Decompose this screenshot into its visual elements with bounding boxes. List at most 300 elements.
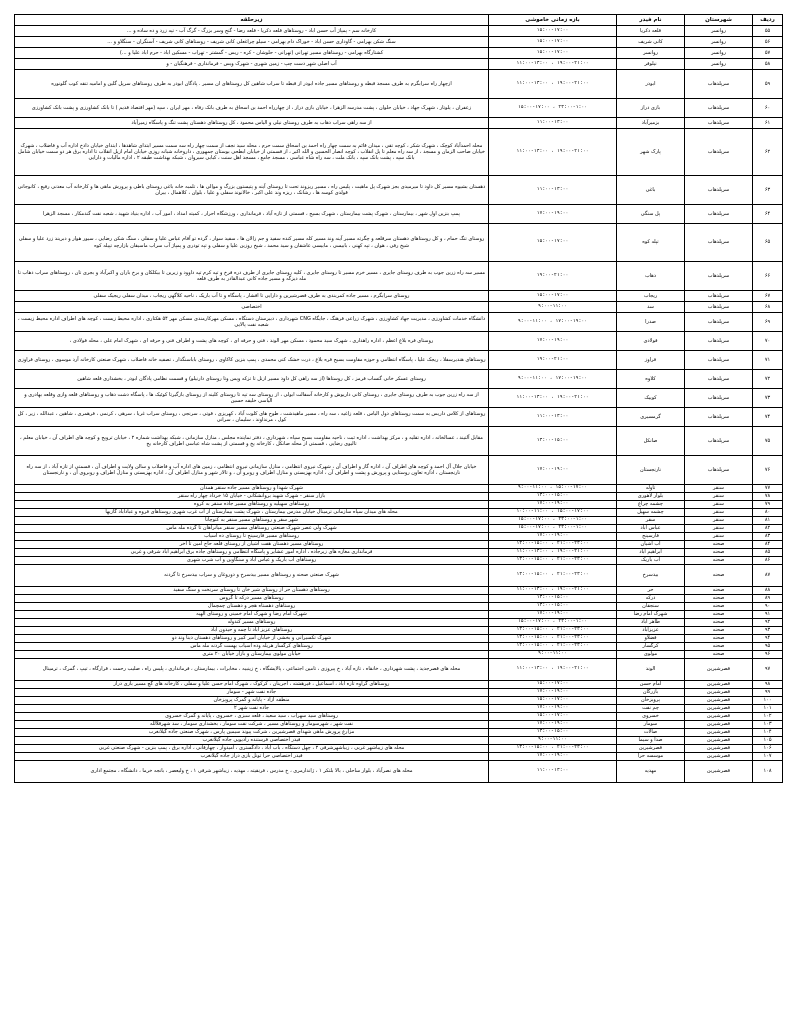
time-range-cell: ۱۷:۰۰-۱۹:۰۰ xyxy=(489,533,617,541)
row-number-cell: ۵۶ xyxy=(753,37,783,48)
feeder-name-cell: مولوی xyxy=(617,651,685,659)
row-number-cell: ۷۲ xyxy=(753,370,783,389)
city-cell: سرپلذهاب xyxy=(685,118,753,129)
sub-area-cell: اختصاصی xyxy=(15,302,489,313)
city-cell: قصرشیرین xyxy=(685,737,753,745)
feeder-name-cell: آب باریک xyxy=(617,557,685,565)
city-cell: قصرشیرین xyxy=(685,713,753,721)
sub-area-cell: شهرک تکسیرانی و بخشی از خیابان امیر کبیر و روستاهای دهستان دینا وند دو xyxy=(15,635,489,643)
table-row xyxy=(15,643,783,651)
row-number-cell: ۸۹ xyxy=(753,595,783,603)
city-cell: سرپلذهاب xyxy=(685,205,753,224)
table-row xyxy=(15,48,783,59)
table-row xyxy=(15,456,783,485)
sub-area-cell: منطقه آزاد - پایانه و گمرک پرویزخان xyxy=(15,697,489,705)
sub-area-cell: روستاهای دهستان حر از روستای شیر خان تا روستای سرنخت و سنگ سفید xyxy=(15,587,489,595)
row-number-cell: ۹۱ xyxy=(753,611,783,619)
feeder-name-cell: روانسر xyxy=(617,48,685,59)
table-row xyxy=(15,565,783,587)
row-number-cell: ۱۰۷ xyxy=(753,753,783,761)
city-cell: صحنه xyxy=(685,603,753,611)
feeder-name-cell: صدرا xyxy=(617,313,685,332)
row-number-cell: ۷۰ xyxy=(753,332,783,351)
time-range-cell: ۱۳:۰۰-۱۵:۰۰ ، ۲۱:۰۰-۲۳:۰۰ xyxy=(489,565,617,587)
feeder-name-cell: چم نفت xyxy=(617,705,685,713)
feeder-name-cell: بزمیرآباد xyxy=(617,118,685,129)
city-cell: صحنه xyxy=(685,651,753,659)
time-range-cell: ۱۳:۰۰-۱۵:۰۰ xyxy=(489,427,617,456)
time-range-cell: ۱۵:۰۰-۱۷:۰۰ ، ۲۳:۰۰-۱:۰۰ xyxy=(489,525,617,533)
time-range-cell: ۹:۰۰-۱۱:۰۰ xyxy=(489,737,617,745)
sub-area-cell: روستاهای گراوه تازه آباد ، اسماعیل ، فیرهشته ، اجرینان ، کرکوک ، شهرک امام حسن علیا و سفلی ، کارخانه های گچ مسیر بازی دراز xyxy=(15,681,489,689)
row-number-cell: ۱۰۳ xyxy=(753,721,783,729)
sub-area-cell: پمپ بنزین اول شهر ، بیمارستان ، شهرک پشت بیمارستان ، شهرک بسیج ، قسمتی از تازه آباد ، فرمانداری ، ورزشگاه احرار ، کمیته امداد ، امور آب ، اداره بنیاد شهید ، شعبه نفت گندمکار ، مسجد الزهرا xyxy=(15,205,489,224)
time-range-cell: ۱۱:۰۰-۱۳:۰۰ xyxy=(489,408,617,427)
table-row xyxy=(15,509,783,517)
feeder-name-cell: نارنجستان xyxy=(617,456,685,485)
row-number-cell: ۷۱ xyxy=(753,351,783,370)
row-number-cell: ۹۳ xyxy=(753,627,783,635)
time-range-cell: ۱۳:۰۰-۱۵:۰۰ ، ۲۱:۰۰-۲۳:۰۰ xyxy=(489,643,617,651)
sub-area-cell: روستاهای آب باریک و عباس اباد و سنگاوین و آب شرب شهری xyxy=(15,557,489,565)
row-number-cell: ۷۸ xyxy=(753,493,783,501)
row-number-cell: ۱۰۰ xyxy=(753,697,783,705)
city-cell: قصرشیرین xyxy=(685,729,753,737)
sub-area-cell: روستاهای سید سهراب ، سید سعید ، قلعه سبزی ، خسروی ، پایانه و گمرک خسروی xyxy=(15,713,489,721)
city-cell: سرپلذهاب xyxy=(685,262,753,291)
feeder-name-cell: پرویزخان xyxy=(617,697,685,705)
sub-area-cell: روستاهای از کلاس داریس به سمت روستاهای دول الیاس ، قلعه زاغیه ، سه راه ، مسیر ماهیدشت ، طوح های کلوت آباد ، کهریزی ، قوتی ، سرنجی ، روستای سراب غربا ، سرهی ، کرنمی ، فرهمری ، شاهین ، عبدالله ، زیر ، کل کول ، مرنداوند ، سلیمان ، سرانی xyxy=(15,408,489,427)
city-cell: سرپلذهاب xyxy=(685,408,753,427)
table-row xyxy=(15,291,783,302)
city-cell: قصرشیرین xyxy=(685,761,753,783)
table-row xyxy=(15,627,783,635)
city-cell: صحنه xyxy=(685,541,753,549)
time-range-cell: ۱۷:۰۰-۱۹:۰۰ xyxy=(489,456,617,485)
sub-area-cell: شهر سقر و روستاهای مسیر سنقر به کنوچانا xyxy=(15,517,489,525)
row-number-cell: ۸۶ xyxy=(753,557,783,565)
sub-area-cell: محله های نصرآباد ، بلوار ساحلی ، بالا بلتکر ۱ ، ژاندارمری ، خ مدرس ، فرنقیته ، مهدیه ، زیباشهر شرقی ۱ ، خ ولیعصر ، بانجه خرما ، دانشگاه ، مجتمع اداری xyxy=(15,761,489,783)
feeder-name-cell: صانکل xyxy=(617,427,685,456)
row-number-cell: ۹۷ xyxy=(753,659,783,681)
row-number-cell: ۱۰۴ xyxy=(753,729,783,737)
city-cell: صحنه xyxy=(685,587,753,595)
time-range-cell: ۱۷:۰۰-۱۹:۰۰ xyxy=(489,611,617,619)
time-range-cell: ۱۵:۰۰-۱۷:۰۰ ، ۲۳:۰۰-۱:۰۰ xyxy=(489,619,617,627)
city-cell: سنقر xyxy=(685,525,753,533)
feeder-name-cell: کانی شریف xyxy=(617,37,685,48)
sub-area-cell: مزارع پرورش ماهی شهدای قصرشیرین ، شرکت پیوند سیمین پارس ، شهرک صنعتی جاده گیلانغرب xyxy=(15,729,489,737)
sub-area-cell: فرمانداری مغازه های زیرجاده ، اداره امور عشایر و پاسگاه انتظامی و روستاهای جاده برق ابراهیم اباد شرقی و غربی xyxy=(15,549,489,557)
time-range-cell: ۱۷:۰۰-۱۹:۰۰ xyxy=(489,205,617,224)
city-cell: صحنه xyxy=(685,557,753,565)
feeder-name-cell: ابوذر xyxy=(617,70,685,99)
time-range-cell: ۱۰:۰۰-۱۱:۰۰ ، ۱۵:۰۰-۱۷:۰۰ xyxy=(489,509,617,517)
time-range-cell: ۱۹:۰۰-۲۱:۰۰ xyxy=(489,351,617,370)
row-number-cell: ۷۶ xyxy=(753,456,783,485)
time-range-cell: ۱۵:۰۰-۱۷:۰۰ xyxy=(489,291,617,302)
row-number-cell: ۹۴ xyxy=(753,635,783,643)
feeder-name-cell: ذهاب xyxy=(617,262,685,291)
row-number-cell: ۷۹ xyxy=(753,501,783,509)
row-number-cell: ۸۷ xyxy=(753,565,783,587)
city-cell: صحنه xyxy=(685,635,753,643)
sub-area-cell: کشتارگاه بهرامی - روستاهای مسیر تهرانی (تهرانی - حلوشان - کره - ریس - گمشتر - تهراب - مسکین اباد - حرم اباد علیا و ...) xyxy=(15,48,489,59)
table-row xyxy=(15,302,783,313)
sub-area-cell: روستای سرابگرم ، مسیر جاده کمربندی به طرف قصرشیرین و دارایی تا افشار ، پاسگاه و تا آب باریک ، ناحیه کلاگهی ریجاب ، میدان سفلی ریجیک سفلی xyxy=(15,291,489,302)
time-range-cell: ۱۱:۰۰-۱۳:۰۰ ، ۱۹:۰۰-۲۱:۰۰ xyxy=(489,389,617,408)
sub-area-cell: روستاهای مسیر فارسینج تا روستای ده آسیاب xyxy=(15,533,489,541)
row-number-cell: ۶۰ xyxy=(753,99,783,118)
sub-area-cell: کارخانه سم - پمپاژ آب حسن اباد - روستاهای قلعه ذکریا - قلعه رضا - گنج وسر بزرگ - گرگ آب - تپه زرد و ده ساده و ... xyxy=(15,26,489,37)
city-cell: سرپلذهاب xyxy=(685,302,753,313)
sub-area-cell: روستاهای هندیرسفلا ، ریجک علیا ، پاسگاه انتظامی و حوزه مقاومت بسیج فره بلاغ ، درت خشک کنی محمدی ، پمپ بنزین کاکاوی ، روستای باباسنگدار ، تصفیه خانه فاضلاب ، شهرک صنعتی کارخانه آرد موسوی ، روستای فراوزی xyxy=(15,351,489,370)
sub-area-cell: روستاهای سهیلیه و روستاهای مسیر جاده سنقر به کروه xyxy=(15,501,489,509)
sub-area-cell: فیدر اختصاصی حرا تونل بازی دراز جاده گیلانغرب xyxy=(15,753,489,761)
sub-area-cell: جاده نفت شهر ۲ xyxy=(15,705,489,713)
time-range-cell: ۱۷:۰۰-۱۹:۰۰ xyxy=(489,332,617,351)
time-range-cell: ۱۳:۰۰-۱۵:۰۰ xyxy=(489,603,617,611)
feeder-name-cell: الوند xyxy=(617,659,685,681)
sub-area-cell: از سه راه زرین جوب به طرف روستای جایری ، روستای کانی داریوش و کارخانه آسفالت ابولی ، از روستای سه تپه تا روستای کلینه از روستای بازگیرتا کوئیک ها ، پاسگاه دشت ذهاب و روستاهای قلعه وازی وقلعه بهادری و الیاسی خلیفه حسین xyxy=(15,389,489,408)
feeder-name-cell: فولادی xyxy=(617,332,685,351)
time-range-cell: ۱۷:۰۰-۱۹:۰۰ xyxy=(489,689,617,697)
row-number-cell: ۸۵ xyxy=(753,549,783,557)
row-number-cell: ۶۲ xyxy=(753,129,783,176)
row-number-cell: ۱۰۸ xyxy=(753,761,783,783)
city-cell: قصرشیرین xyxy=(685,705,753,713)
time-range-cell: ۱۵:۰۰-۱۷:۰۰ xyxy=(489,697,617,705)
time-range-cell: ۱۷:۰۰-۱۹:۰۰ xyxy=(489,753,617,761)
feeder-name-cell: سقر xyxy=(617,517,685,525)
header-time-range: بازه زمانی خاموشی xyxy=(489,15,617,26)
sub-area-cell: محله احمدآباد کوچک ، شهرک شکر ، کوچه تقی ، میدان قائم به سمت چهار راه احمد بن اسحاق سمت حرم ، محله سید نجف از سمت چهار راه سه سمت مسیر ابتدای شاهدها ، ابتدای خیابان دادخ اداره آب و فاضلاب ، شهرک خیابان صاحب الزمان و مسجد ، از سه راه معلم تا پل انقلاب ، کوچه انصار الحسین و الله اکبر ، از قسمتی از خیابان ابطحی بوستان جمهوری ، داروخانه شبانه روزی خیابان امام ازپل انقلاب تا اداره برق هر دو سمت خیابان شامل بانک سپه ، پشت بانک سپه ، بانک ملت ، سه راه شاه عباسی ، مسجد جامع ، مسجد اهل سنت ، کبابی سیروان ، شبکه بهداشت طبقه ۲ ، اداره مالیات و دارایی xyxy=(15,129,489,176)
city-cell: روانسر xyxy=(685,26,753,37)
time-range-cell: ۱۳:۰۰-۱۵:۰۰ ، ۲۱:۰۰-۲۳:۰۰ xyxy=(489,745,617,753)
sub-area-cell: شهرک ولی عصر شهرک صنعتی روستاهای مسیر سنقر میانراهان تا گرده مله ماس xyxy=(15,525,489,533)
city-cell: سرپلذهاب xyxy=(685,99,753,118)
feeder-name-cell: کلاوه xyxy=(617,370,685,389)
row-number-cell: ۸۲ xyxy=(753,525,783,533)
table-row xyxy=(15,753,783,761)
time-range-cell: ۱۷:۰۰-۱۹:۰۰ xyxy=(489,705,617,713)
time-range-cell: ۱۵:۰۰-۱۷:۰۰ ، ۲۳:۰۰-۱:۰۰ xyxy=(489,517,617,525)
feeder-name-cell: بیدسرخ xyxy=(617,565,685,587)
table-row xyxy=(15,549,783,557)
city-cell: سرپلذهاب xyxy=(685,70,753,99)
sub-area-cell: مسیر سه راه زرین جوب به طرف روستای جایری ، مسیر خرم مسیر تا روستای جایری ، کلیه روستای جایری از طرف دره فرخ و تپه کرم تپه داوود و زیرین تا بیکلکان و برخ باران و اکبرآباد و بجری تان ، روستاهای سراب ذهاب تا مله دیزگه و مسیر جاده کانی عبدالقادر به طرف قلعه xyxy=(15,262,489,291)
table-body xyxy=(15,26,783,783)
feeder-name-cell: بازی دراز xyxy=(617,99,685,118)
feeder-name-cell: فراوز xyxy=(617,351,685,370)
time-range-cell: ۱۱:۰۰-۱۳:۰۰ xyxy=(489,761,617,783)
city-cell: سرپلذهاب xyxy=(685,291,753,302)
sub-area-cell: زعفران ، یلوتار ، شهرک جهاد ، خیابان حلوان ، پشت مدرسه الزهرا ، خیابان بازی دراز ، از چهارراه احمد بن اسحاق به طرف بانک رفاه ، مهر ایران ، سپه (مهر اقتصاد قدیم ) تا بانک کشاورزی و پشت بانک کشاورزی xyxy=(15,99,489,118)
row-number-cell: ۱۰۲ xyxy=(753,713,783,721)
feeder-name-cell: سنجقان xyxy=(617,603,685,611)
city-cell: سرپلذهاب xyxy=(685,427,753,456)
sub-area-cell: روستاهای مسیر دهستان هفت آشیان از روستای قلعه حاج امین تا آخر xyxy=(15,541,489,549)
table-row xyxy=(15,205,783,224)
table-row xyxy=(15,587,783,595)
table-row xyxy=(15,517,783,525)
feeder-name-cell: خسروی xyxy=(617,713,685,721)
time-range-cell: ۹:۰۰-۱۱:۰۰ ، ۱۷:۰۰-۱۹:۰۰ xyxy=(489,313,617,332)
city-cell: صحنه xyxy=(685,549,753,557)
sub-area-cell: روستای فره بلاغ اعظم ، اداره راهداری ، شهرک سید محمود ، مسکن مهر الوند ، فنی و حرفه ای ، کوچه های پشت و اطراف فنی و حرفه ای ، شهرک امام علی ، محله فولادی ، xyxy=(15,332,489,351)
feeder-name-cell: سد xyxy=(617,302,685,313)
sub-area-cell: روستای تنگ حمام ، و کل روستاهای دهستان سرقلعه و چگرته مسیر آینه وند مسیر کله مسیر کنده سفید و جم زالان ها ، سفید سوار ، گرده تو آفام عباس علیا و سفلی ، سنگ شکن رضایی ، سیور هوار و دبریند زرد علیا و سفلی شیخ رفی ، هوان ، تپه کهنی ، بابیسی ، مابیسی عاشقان و سید محمد ، شیخ روزبن علیا و سفلی و تپه تودری و پمپاژ آب سراب ماسیقان بازارچه تپیله کوه xyxy=(15,224,489,262)
city-cell: سرپلذهاب xyxy=(685,313,753,332)
city-cell: روانسر xyxy=(685,48,753,59)
city-cell: سرپلذهاب xyxy=(685,332,753,351)
feeder-name-cell: نیلوفر xyxy=(617,59,685,70)
row-number-cell: ۶۸ xyxy=(753,302,783,313)
city-cell: قصرشیرین xyxy=(685,659,753,681)
sub-area-cell: روستای عسکر خانی گنساب فرمز ، کل روستاها (از سه راهی کل داود مسیر ازنل تا تزکه ویس وتا روستای دارنیلو) و قسمت نظامی پادگان ابوذر ، بخشداری قلعه شاهین xyxy=(15,370,489,389)
city-cell: سنقر xyxy=(685,485,753,493)
time-range-cell: ۱۵:۰۰-۱۷:۰۰ xyxy=(489,681,617,689)
feeder-name-cell: ریجاب xyxy=(617,291,685,302)
time-range-cell: ۱۳:۰۰-۱۵:۰۰ ، ۲۱:۰۰-۲۳:۰۰ xyxy=(489,635,617,643)
table-row xyxy=(15,370,783,389)
sub-area-cell: محله های زیباشهر غربی ، زیباشهرشرقی ۲ ، چهل دستگاه ، باب آباد ، دادگستری ، امیدوار ، چهارفانی ، اداره برق ، پمپ بنزین - شهرک صنعتی غربی xyxy=(15,745,489,753)
table-row xyxy=(15,611,783,619)
city-cell: قصرشیرین xyxy=(685,689,753,697)
feeder-name-cell: عباس آباد xyxy=(617,525,685,533)
row-number-cell: ۵۷ xyxy=(753,48,783,59)
feeder-name-cell: چشمه سهیل xyxy=(617,509,685,517)
sub-area-cell: شهرک امام رضا و شهرک امام خمینی و روستای الهیه xyxy=(15,611,489,619)
row-number-cell: ۹۹ xyxy=(753,689,783,697)
table-row xyxy=(15,351,783,370)
row-number-cell: ۶۳ xyxy=(753,176,783,205)
time-range-cell: ۱۱:۰۰-۱۳:۰۰ xyxy=(489,176,617,205)
city-cell: سنقر xyxy=(685,501,753,509)
time-range-cell: ۱۵:۰۰-۱۷:۰۰ xyxy=(489,37,617,48)
table-row xyxy=(15,541,783,549)
row-number-cell: ۵۵ xyxy=(753,26,783,37)
sub-area-cell: محله های میدان سپاه سازمانی ترمینال خیابان مدرس بیمارستان ، شهرک پشت بیمارستان از آب غرب شهری روستاهای فروه و عبادآباد گازیها xyxy=(15,509,489,517)
city-cell: قصرشیرین xyxy=(685,745,753,753)
table-row xyxy=(15,262,783,291)
time-range-cell: ۱۳:۰۰-۱۵:۰۰ ، ۲۱:۰۰-۲۳:۰۰ xyxy=(489,557,617,565)
header-city: شهرستان xyxy=(685,15,753,26)
time-range-cell: ۱۳:۰۰-۱۵:۰۰ xyxy=(489,493,617,501)
time-range-cell: ۱۷:۰۰-۱۹:۰۰ xyxy=(489,501,617,509)
sub-area-cell: از سه راهی سراب ذهاب به طرف روستای نیلی و الیاس محمود ، کل روستاهای دهستان پشت تنگ و پاسگاه زمیرآباد xyxy=(15,118,489,129)
city-cell: صحنه xyxy=(685,643,753,651)
sub-area-cell: روستاهای مسیر درکه تا گروس xyxy=(15,595,489,603)
row-number-cell: ۷۵ xyxy=(753,427,783,456)
table-row xyxy=(15,332,783,351)
row-number-cell: ۸۱ xyxy=(753,517,783,525)
feeder-name-cell: مهدیه xyxy=(617,761,685,783)
feeder-name-cell: تپله کوه xyxy=(617,224,685,262)
feeder-name-cell: شهرک امام رضا xyxy=(617,611,685,619)
time-range-cell: ۱۵:۰۰-۱۷:۰۰ xyxy=(489,224,617,262)
time-range-cell: ۹:۰۰-۱۱:۰۰ xyxy=(489,651,617,659)
row-number-cell: ۹۵ xyxy=(753,643,783,651)
table-row xyxy=(15,713,783,721)
feeder-name-cell: تاوله xyxy=(617,485,685,493)
sub-area-cell: نفت شهر ، شهرسومار و روستاهای مسیر ، شرکت نفت سومار ، بخشداری سومار ، سد شهرقلالله xyxy=(15,721,489,729)
city-cell: صحنه xyxy=(685,595,753,603)
row-number-cell: ۸۴ xyxy=(753,541,783,549)
time-range-cell: ۱۱:۰۰-۱۳:۰۰ ، ۱۹:۰۰-۲۱:۰۰ xyxy=(489,587,617,595)
table-row xyxy=(15,99,783,118)
table-row xyxy=(15,729,783,737)
feeder-name-cell: باغی xyxy=(617,176,685,205)
sub-area-cell: شهرک صنعتی صحنه و روستاهای مسیر بیدسرخ و دوروغان و سراب بیدسرخ تا گردنه xyxy=(15,565,489,587)
table-row xyxy=(15,635,783,643)
table-row xyxy=(15,737,783,745)
row-number-cell: ۶۹ xyxy=(753,313,783,332)
sub-area-cell: روستاهای عزیز اباد تا چمه و حیدون اباد xyxy=(15,627,489,635)
header-feeder: نام فیدر xyxy=(617,15,685,26)
sub-area-cell: مقابل آلتیند ، عسالخانه ، اداره تقلیه و ، مرکز بهداشت ، اداره ثبت ، ناحیه مقاومت بسیج سپاه ، شهرداری ، دفتر نماینده مجلس ، منازل سازمانی ، شبکه بهداشت شماره ۲ ، خیابان ترویج و کوچه های اطراف آن ، خیابان معلم ، تالیوی رضایی ، قسمتی از محله صانکل ، کارخانه یخ و قسمتی از پشت شاه عباسی اطراف کارخانه یخ xyxy=(15,427,489,456)
time-range-cell: ۱۹:۰۰-۲۱:۰۰ xyxy=(489,262,617,291)
feeder-name-cell: موسسه حرا xyxy=(617,753,685,761)
table-header-row xyxy=(15,15,783,26)
city-cell: قصرشیرین xyxy=(685,681,753,689)
feeder-name-cell: گرمسیری xyxy=(617,408,685,427)
city-cell: صحنه xyxy=(685,627,753,635)
feeder-name-cell: طاهر آباد xyxy=(617,619,685,627)
table-row xyxy=(15,408,783,427)
city-cell: روانسر xyxy=(685,37,753,48)
time-range-cell: ۱۱:۰۰-۱۳:۰۰ ، ۱۹:۰۰-۲۱:۰۰ xyxy=(489,129,617,176)
sub-area-cell: فیدر اختصاصی فرستنده رادیویی جاده گیلانغرب xyxy=(15,737,489,745)
row-number-cell: ۶۵ xyxy=(753,224,783,262)
sub-area-cell: خیابان جلال آل احمد و کوچه های اطراف آن ، اداره گاز و اطراف آن ، شهرک نیروی انتظامی ، منازل سازمانی نیروی انتظامی ، زمین های اداره آب و فاضلاب و سالن ولایت و اطراف آن ، قسمتی از تازه آباد ، از سه راه نارنجستان ، اداره تعاون روستایی و پرورش و پشت و اطراف آن ، اداره بهزیستی و منازل اطراف و روبرو آن ، و تالار شهر و منازل اطراف آن ، اداره بهزیستی و منازل اطراف و روبروی آن ، و نارنجستان xyxy=(15,456,489,485)
table-row xyxy=(15,721,783,729)
feeder-name-cell: امام حسن xyxy=(617,681,685,689)
table-row xyxy=(15,313,783,332)
time-range-cell: ۱۳:۰۰-۱۵:۰۰ ، ۲۱:۰۰-۲۳:۰۰ xyxy=(489,627,617,635)
time-range-cell: ۱۳:۰۰-۱۵:۰۰ ، ۲۱:۰۰-۲۳:۰۰ xyxy=(489,541,617,549)
sub-area-cell: خیابان مولوی بیمارستان و بازار خیابان ۲۰ متری xyxy=(15,651,489,659)
city-cell: سرپلذهاب xyxy=(685,370,753,389)
sub-area-cell: جاده نفت شهر - سومار xyxy=(15,689,489,697)
table-row xyxy=(15,557,783,565)
row-number-cell: ۸۸ xyxy=(753,587,783,595)
city-cell: سنقر xyxy=(685,493,753,501)
row-number-cell: ۷۳ xyxy=(753,389,783,408)
sub-area-cell: سنگ شکن بهرامی - گاوداری حسن اباد - خوراک دام بهرامی - سیلو چراغعلی کانی شریف - روستاهای کانی شریف - آسنگران - سنگلاو و ... xyxy=(15,37,489,48)
row-number-cell: ۶۱ xyxy=(753,118,783,129)
table-row xyxy=(15,533,783,541)
time-range-cell: ۹:۰۰-۱۱:۰۰ ، ۱۷:۰۰-۱۹:۰۰ xyxy=(489,370,617,389)
time-range-cell: ۱۱:۰۰-۱۳:۰۰ xyxy=(489,118,617,129)
sub-area-cell: روستاهای مسیر کندوله xyxy=(15,619,489,627)
sub-area-cell: دانشگاه خدمات کشاورزی ، مدیریت جهاد کشاورزی ، شهرک زراعی فرهنگ ، جایگاه CNG شهرداری ، دبیرستان دستگاه ، مسکن مهرکارمندی مسکن مهر ۵۴ هکتاری ، اداره محیط زیست ، کوچه های اطراف اداره محیط زیست ، شعبه نفت پالایی xyxy=(15,313,489,332)
outage-schedule-table xyxy=(14,14,783,783)
sub-area-cell: دهستان بشیوه مسیر کل داود تا میرمیدی بجز شهرک پل ماهیت ، پلیس راه ، مسیر ریزوند تحت تا روستای آینه و پتیستون بزرگ و موالی ها ، تلمبه خانه باغی روستای باطی و پرورش ماهی ها و کارخانه آب معدنی رفیع ، کانوجانی قولدی کوسه ها ، رشانک ، ریزه وند علی اکبر ، خالانوند سفلی و علیا ، بلوان ، کلاهمال ، بیران xyxy=(15,176,489,205)
feeder-name-cell: کرگسار xyxy=(617,643,685,651)
table-row xyxy=(15,619,783,627)
time-range-cell: ۱۳:۰۰-۱۵:۰۰ xyxy=(489,595,617,603)
table-row xyxy=(15,761,783,783)
sub-area-cell: آب اصلی شهر دست چپ - زمین شهری - شهرک ویس - فرمانداری - فرهنگیان - و xyxy=(15,59,489,70)
feeder-name-cell: درکه xyxy=(617,595,685,603)
city-cell: قصرشیرین xyxy=(685,721,753,729)
table-row xyxy=(15,681,783,689)
table-row xyxy=(15,525,783,533)
table-row xyxy=(15,59,783,70)
city-cell: سرپلذهاب xyxy=(685,351,753,370)
time-range-cell: ۱۵:۰۰-۱۷:۰۰ ، ۲۳:۰۰-۱:۰۰ xyxy=(489,99,617,118)
city-cell: سرپلذهاب xyxy=(685,129,753,176)
feeder-name-cell: آب آشیان xyxy=(617,541,685,549)
feeder-name-cell: ابراهیم آباد xyxy=(617,549,685,557)
feeder-name-cell: بلوار لاهوری xyxy=(617,493,685,501)
table-row xyxy=(15,493,783,501)
table-row xyxy=(15,26,783,37)
row-number-cell: ۶۷ xyxy=(753,291,783,302)
feeder-name-cell: کوییک xyxy=(617,389,685,408)
row-number-cell: ۷۴ xyxy=(753,408,783,427)
table-row xyxy=(15,427,783,456)
table-row xyxy=(15,659,783,681)
table-row xyxy=(15,485,783,493)
feeder-name-cell: فضلاو xyxy=(617,635,685,643)
sub-area-cell: روستاهای دهستاه هجر و دهستان چمچمال xyxy=(15,603,489,611)
city-cell: صحنه xyxy=(685,565,753,587)
time-range-cell: ۹:۰۰-۱۱:۰۰ ، ۱۵:۰۰-۱۷:۰۰ xyxy=(489,485,617,493)
row-number-cell: ۹۰ xyxy=(753,603,783,611)
city-cell: صحنه xyxy=(685,611,753,619)
table-row xyxy=(15,595,783,603)
sub-area-cell: بازار سنقر - شهرک شهید بروانشکانی - خیابان ۱۵ خرداد چهار راه سنقر xyxy=(15,493,489,501)
feeder-name-cell: حر xyxy=(617,587,685,595)
header-sub-area: زیرحلقه xyxy=(15,15,489,26)
feeder-name-cell: صالات xyxy=(617,729,685,737)
table-row xyxy=(15,651,783,659)
row-number-cell: ۹۸ xyxy=(753,681,783,689)
row-number-cell: ۹۶ xyxy=(753,651,783,659)
city-cell: سرپلذهاب xyxy=(685,176,753,205)
time-range-cell: ۱۵:۰۰-۱۷:۰۰ xyxy=(489,48,617,59)
feeder-name-cell: عزیزآباد xyxy=(617,627,685,635)
feeder-name-cell: پارک شهر xyxy=(617,129,685,176)
feeder-name-cell: بازرگان xyxy=(617,689,685,697)
table-row xyxy=(15,176,783,205)
header-row-number: ردیف xyxy=(753,15,783,26)
table-row xyxy=(15,689,783,697)
feeder-name-cell: پل سنگی xyxy=(617,205,685,224)
feeder-name-cell: صدا و سیما xyxy=(617,737,685,745)
time-range-cell: ۱۱:۰۰-۱۳:۰۰ ، ۱۹:۰۰-۲۱:۰۰ xyxy=(489,549,617,557)
time-range-cell: ۱۵:۰۰-۱۷:۰۰ xyxy=(489,713,617,721)
table-row xyxy=(15,705,783,713)
table-row xyxy=(15,389,783,408)
city-cell: صحنه xyxy=(685,619,753,627)
sub-area-cell: شهرک شهدا و روستاهای مسیر جاده سنقر همدان xyxy=(15,485,489,493)
row-number-cell: ۸۳ xyxy=(753,533,783,541)
time-range-cell: ۱۷:۰۰-۱۹:۰۰ xyxy=(489,721,617,729)
city-cell: سرپلذهاب xyxy=(685,389,753,408)
sub-area-cell: محله های قصرجدید ، پشت شهرداری ، خانقاه ، تازه آباد ، خ پیروزی ، تامین اجتماعی ، پالایشگاه ، خ زینبیه ، مخابرات ، بیمارستان ، فرمانداری ، پلیس راه ، صلیب رحمت ، قرارگاه ، تیپ ، گمرک ، ترمینال xyxy=(15,659,489,681)
feeder-name-cell: سومار xyxy=(617,721,685,729)
table-row xyxy=(15,70,783,99)
row-number-cell: ۱۰۵ xyxy=(753,737,783,745)
city-cell: سنقر xyxy=(685,517,753,525)
time-range-cell: ۱۱:۰۰-۱۳:۰۰ ، ۱۹:۰۰-۲۱:۰۰ xyxy=(489,70,617,99)
city-cell: سنقر xyxy=(685,533,753,541)
city-cell: سرپلذهاب xyxy=(685,456,753,485)
sub-area-cell: ازچهار راه سرابگرم به طرف مسجد قبطه و روستاهای مسیر جاده ابوذر از قبطه تا سراب شاهین کل روستاهای ان مسیر . پادگان ابوذر به طرف روستاهای سرپل گلین و امامیه تنقه کوب گلونوره xyxy=(15,70,489,99)
